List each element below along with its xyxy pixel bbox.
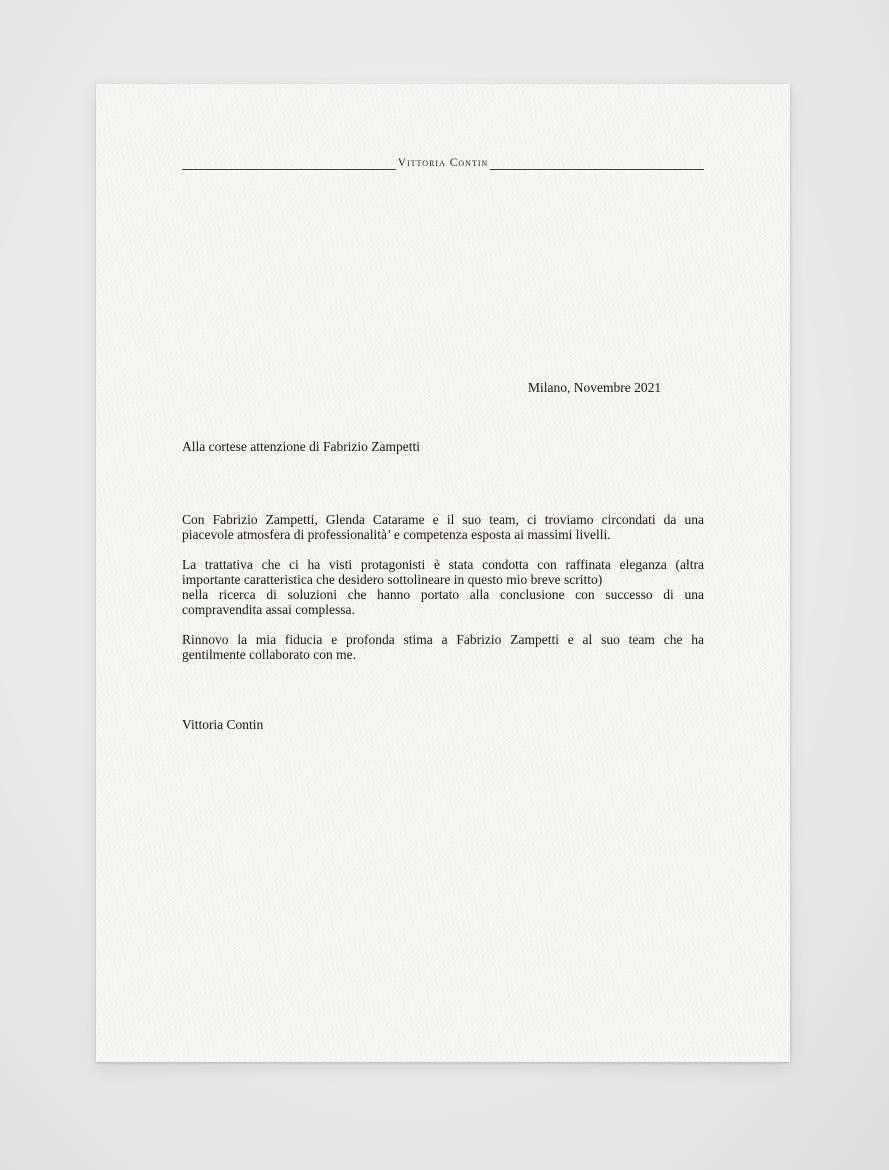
paragraph-line: Rinnovo la mia fiducia e profonda stima a Fabrizio Zampetti e al suo team che ha bbox=[182, 632, 704, 647]
letter-recipient: Alla cortese attenzione di Fabrizio Zampetti bbox=[182, 439, 421, 454]
letterhead-rule-right bbox=[490, 156, 704, 170]
letter-date: Milano, Novembre 2021 bbox=[528, 380, 662, 395]
paragraph-3 bbox=[182, 632, 704, 662]
letterhead-name: Vittoria Contin bbox=[397, 157, 489, 169]
paragraph-line: La trattativa che ci ha visti protagonisti è stata condotta con raffinata eleganza (altra bbox=[182, 557, 704, 572]
paragraph-line: compravendita assai complessa. bbox=[182, 602, 355, 617]
paragraph-line: importante caratteristica che desidero sottolineare in questo mio breve scritto) bbox=[182, 572, 603, 587]
letterhead-rule-left bbox=[182, 156, 396, 170]
paragraph-line: piacevole atmosfera di professionalità’ e competenza esposta ai massimi livelli. bbox=[182, 527, 611, 542]
paragraph-2 bbox=[182, 557, 704, 617]
paragraph-1 bbox=[182, 512, 704, 542]
paragraph-line: gentilmente collaborato con me. bbox=[182, 647, 356, 662]
paragraph-line: nella ricerca di soluzioni che hanno portato alla conclusione con successo di una bbox=[182, 587, 704, 602]
letter-sheet bbox=[96, 84, 790, 1062]
letter-body bbox=[182, 512, 704, 677]
letter-signature: Vittoria Contin bbox=[182, 717, 264, 732]
letterhead bbox=[182, 156, 704, 170]
paragraph-line: Con Fabrizio Zampetti, Glenda Catarame e il suo team, ci troviamo circondati da una bbox=[182, 512, 704, 527]
